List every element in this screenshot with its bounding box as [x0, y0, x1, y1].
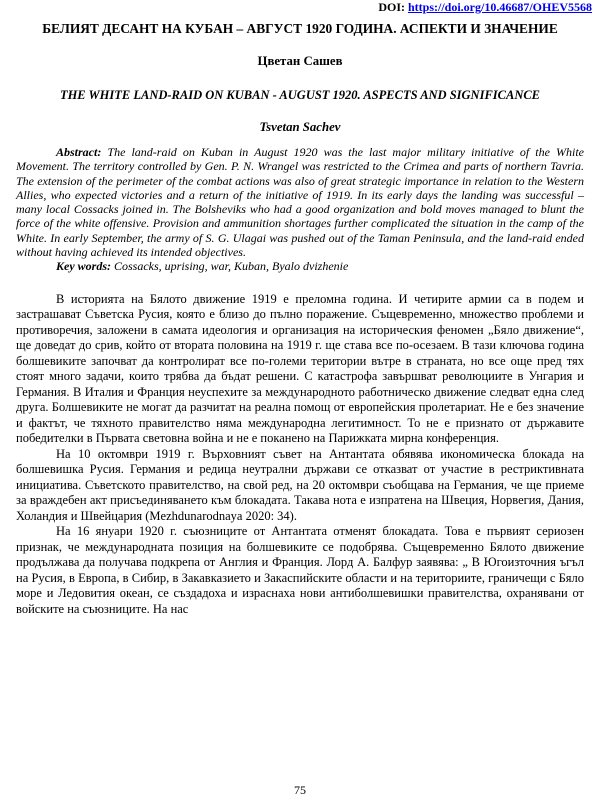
doi-label: DOI: [378, 0, 405, 14]
abstract-label: Abstract: [56, 145, 102, 159]
abstract [16, 145, 584, 259]
body-paragraph: На 10 октомври 1919 г. Върховният съвет на Антантата обявява икономическа блокада на болшевишка Русия. Германия и редица неутрални държави се отказват от участие в рестриктивната инициатива. Съветското правителство, на свой ред, на 20 октомври съобщава на Германия, че ще приеме за враждебен акт присъединяването към блокадата. Такава нота е изпратена на Швеция, Норвегия, Дания, Холандия и Швейцария (Mezhdunarodnaya 2020: 34). [16, 446, 584, 523]
keywords-label: Key words: [56, 259, 111, 274]
keywords-text: Cossacks, uprising, war, Kuban, Byalo dvizhenie [111, 259, 349, 274]
abstract-text: The land-raid on Kuban in August 1920 was the last major military initiative of the White Movement. The territory controlled by Gen. P. N. Wrangel was restricted to the Crimea and parts of northern Tavria. The extension of the perimeter of the combat actions was also of great strategic importance in relation to the Western Allies, who expected victories and a return of the initiative of 1919. In its early days the landing was successful – many local Cossacks joined in. The Bolsheviks who had a good organization and bold moves managed to blunt the force of the white offensive. Provision and ammunition shortages further complicated the situation in the camp of the White. In early September, the army of S. G. Ulagai was pushed out of the Taman Peninsula, and the land-raid ended without having achieved its intended objectives. [16, 145, 584, 260]
article-title-bg: БЕЛИЯТ ДЕСАНТ НА КУБАН – АВГУСТ 1920 ГОДИНА. АСПЕКТИ И ЗНАЧЕНИЕ [42, 21, 558, 36]
keywords [16, 259, 584, 273]
author-name-en: Tsvetan Sachev [259, 120, 341, 134]
page-content [16, 20, 584, 617]
body-paragraph: В историята на Бялото движение 1919 е преломна година. И четирите армии са в подем и застрашават Съветска Русия, която е близо до пълно поражение. Същевременно, множество проблеми и противоречия, заложени в самата идеология и организация на историческия феномен „Бяло движение“, ще доведат до срив, който от втората половина на 1919 г. ще става все по-осезаем. В тази ключова година болшевиките започват да контролират все по-големи територии вътре в страната, но все още пред тях стоят много задачи, които трябва да бъдат решени. С катастрофа завършват революциите в Унгария и Германия. В Италия и Франция неуспехите за международното работническо движение следват една след друга. Болшевиките не могат да разчитат на реална помощ от европейския пролетариат. Не е без значение и фактът, че тяхното правителство няма международна легитимност. То не е признато от държавите победителки в Първата световна война и не е поканено на Парижката мирна конференция. [16, 291, 584, 446]
body-paragraph: На 16 януари 1920 г. съюзниците от Антантата отменят блокадата. Това е първият сериозен признак, че международната позиция на болшевиките се подобрява. Същевременно Бялото движение продължава да получава подкрепа от Англия и Франция. Лорд А. Балфур заявява: „ В Югоизточния ъгъл на Русия, в Европа, в Сибир, в Закавказието и Закаспийските области и на териториите, граничещи с Бяло море и Ледовития океан, се създадоха и израснаха нови антиболшевишки правителства, охранявани от войските на съюзниците. На нас [16, 524, 584, 616]
body-text [16, 292, 584, 618]
doi-link[interactable]: https://doi.org/10.46687/OHEV5568 [407, 0, 592, 14]
page-number: 75 [294, 783, 306, 797]
doi-header [378, 0, 592, 14]
author-name-bg: Цветан Сашев [257, 54, 343, 68]
article-title-en: THE WHITE LAND-RAID ON KUBAN - AUGUST 1920. ASPECTS AND SIGNIFICANCE [59, 88, 541, 102]
